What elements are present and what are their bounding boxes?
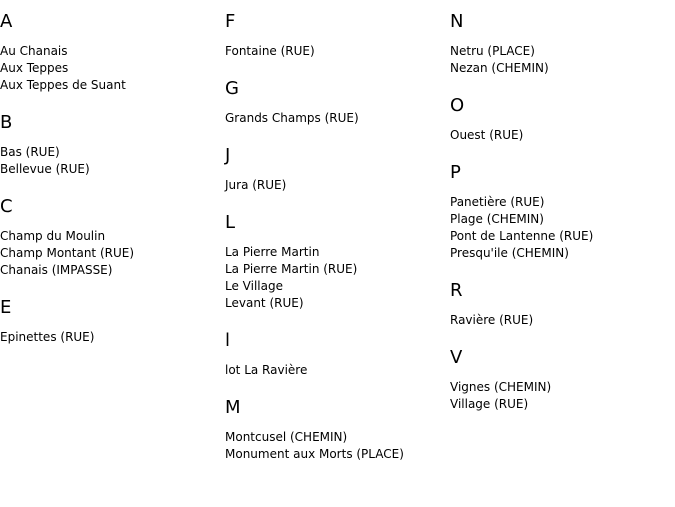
street-name: Nezan (CHEMIN) [450,61,549,75]
index-column [225,10,404,480]
street-name: Montcusel (CHEMIN) [225,430,348,444]
street-name: Pont de Lantenne (RUE) [450,229,594,243]
street-name: Netru (PLACE) [450,44,535,58]
letter-heading: M [225,397,241,418]
street-name: Levant (RUE) [225,296,304,310]
letter-heading: A [0,11,13,32]
letter-heading: G [225,78,239,99]
street-name: Presqu'ile (CHEMIN) [450,246,569,260]
letter-group [225,396,404,463]
letter-group [0,195,134,279]
letter-heading: R [450,280,463,301]
letter-group [225,329,404,379]
street-name: Au Chanais [0,44,68,58]
street-name: lot La Ravière [225,363,308,377]
letter-group [450,10,593,77]
street-name: Aux Teppes [0,61,69,75]
letter-group [225,211,404,312]
street-name: Jura (RUE) [225,178,287,192]
letter-group [450,346,593,413]
street-name: Village (RUE) [450,397,529,411]
letter-heading: E [0,297,12,318]
letter-heading: C [0,196,13,217]
street-name: Plage (CHEMIN) [450,212,544,226]
letter-heading: P [450,162,461,183]
letter-heading: V [450,347,463,368]
street-name: Champ du Moulin [0,229,106,243]
letter-group [225,77,404,127]
street-name: Aux Teppes de Suant [0,78,126,92]
letter-group [0,10,134,94]
letter-group [450,94,593,144]
letter-heading: O [450,95,465,116]
letter-group [450,279,593,329]
letter-group [0,296,134,346]
street-name: Ouest (RUE) [450,128,524,142]
street-name: Epinettes (RUE) [0,330,95,344]
street-name: Bellevue (RUE) [0,162,90,176]
street-name: Panetière (RUE) [450,195,545,209]
letter-group [450,161,593,262]
letter-group [225,10,404,60]
street-name: Monument aux Morts (PLACE) [225,447,404,461]
letter-heading: F [225,11,236,32]
street-name: Bas (RUE) [0,145,60,159]
letter-heading: B [0,112,13,133]
letter-group [0,111,134,178]
letter-heading: l [225,330,231,351]
street-name: Vignes (CHEMIN) [450,380,552,394]
street-name: Fontaine (RUE) [225,44,315,58]
letter-heading: J [225,145,231,166]
street-name: Chanais (IMPASSE) [0,263,113,277]
letter-heading: N [450,11,464,32]
street-name: La Pierre Martin (RUE) [225,262,358,276]
street-name: Champ Montant (RUE) [0,246,135,260]
street-name: Ravière (RUE) [450,313,534,327]
index-column [0,10,134,363]
index-column [450,10,593,430]
street-name: La Pierre Martin [225,245,320,259]
letter-heading: L [225,212,236,233]
street-name: Grands Champs (RUE) [225,111,359,125]
street-name: Le Village [225,279,283,293]
letter-group [225,144,404,194]
